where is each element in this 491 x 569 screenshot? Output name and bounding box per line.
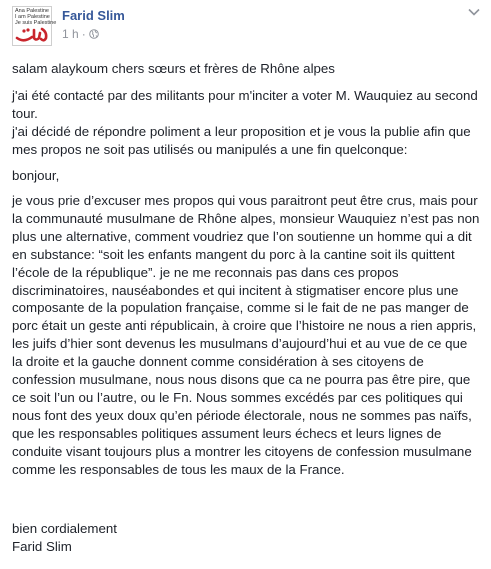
post-signature: bien cordialement Farid Slim — [12, 521, 117, 554]
globe-icon[interactable] — [89, 29, 99, 39]
post-meta — [62, 27, 99, 41]
meta-separator: · — [81, 27, 86, 41]
avatar[interactable] — [12, 6, 57, 46]
post-paragraph: salam alaykoum chers sœurs et frères de Rhône alpes — [12, 61, 335, 76]
avatar-logo-icon — [14, 24, 50, 44]
chevron-down-icon[interactable] — [468, 8, 480, 16]
post-paragraph: bonjour, — [12, 168, 60, 183]
post-timestamp[interactable]: 1 h — [62, 27, 79, 41]
author-name[interactable]: Farid Slim — [62, 8, 125, 23]
post-header — [12, 6, 482, 48]
post-paragraph: je vous prie d’excuser mes propos qui vous paraitront peut être crus, mais pour la communauté musulmane de Rhône alpes, monsieur Wauquiez n’est pas non plus une alternative, comment voudriez que l’on soutienne un homme qui a dit en substance: “soit les enfants mangent du porc à la cantine soit ils quittent l’école de la république”. je ne me reconnais pas dans ces propos discriminatoires, nauséabondes et qui incitent à stigmatiser encore plus une composante de la population française, comme si le fait de ne pas manger de porc était un geste anti républicain, à croire que l’histoire ne nous a rien appris, les juifs d’hier sont devenus les musulmans d’aujourd’hui et au vue de ce que la droite et la gauche donnent comme considération à ses citoyens de confession musulmane, nous nous disons que ca ne pourra pas être pire, que ce soit l’un ou l’autre, ou le Fn. Nous sommes excédés par ces politiques qui nous font des yeux doux qu’en période électorale, nous ne sommes pas naïfs, que les responsables politiques assument leurs échecs et leurs lignes de conduite visant toujours plus a montrer les citoyens de confession musulmane comme les responsables de tous les maux de la France. — [12, 193, 480, 477]
post-paragraph: j'ai été contacté par des militants pour m'inciter a voter M. Wauquiez au second tour. j'ai décidé de répondre poliment a leur proposition et je vous la publie afin que mes propos ne soit pas utilisés ou manipulés a une fin quelconque: — [12, 88, 478, 157]
avatar-caption: Ana Palestine I am Palestine Je suis Palestine — [15, 8, 57, 26]
